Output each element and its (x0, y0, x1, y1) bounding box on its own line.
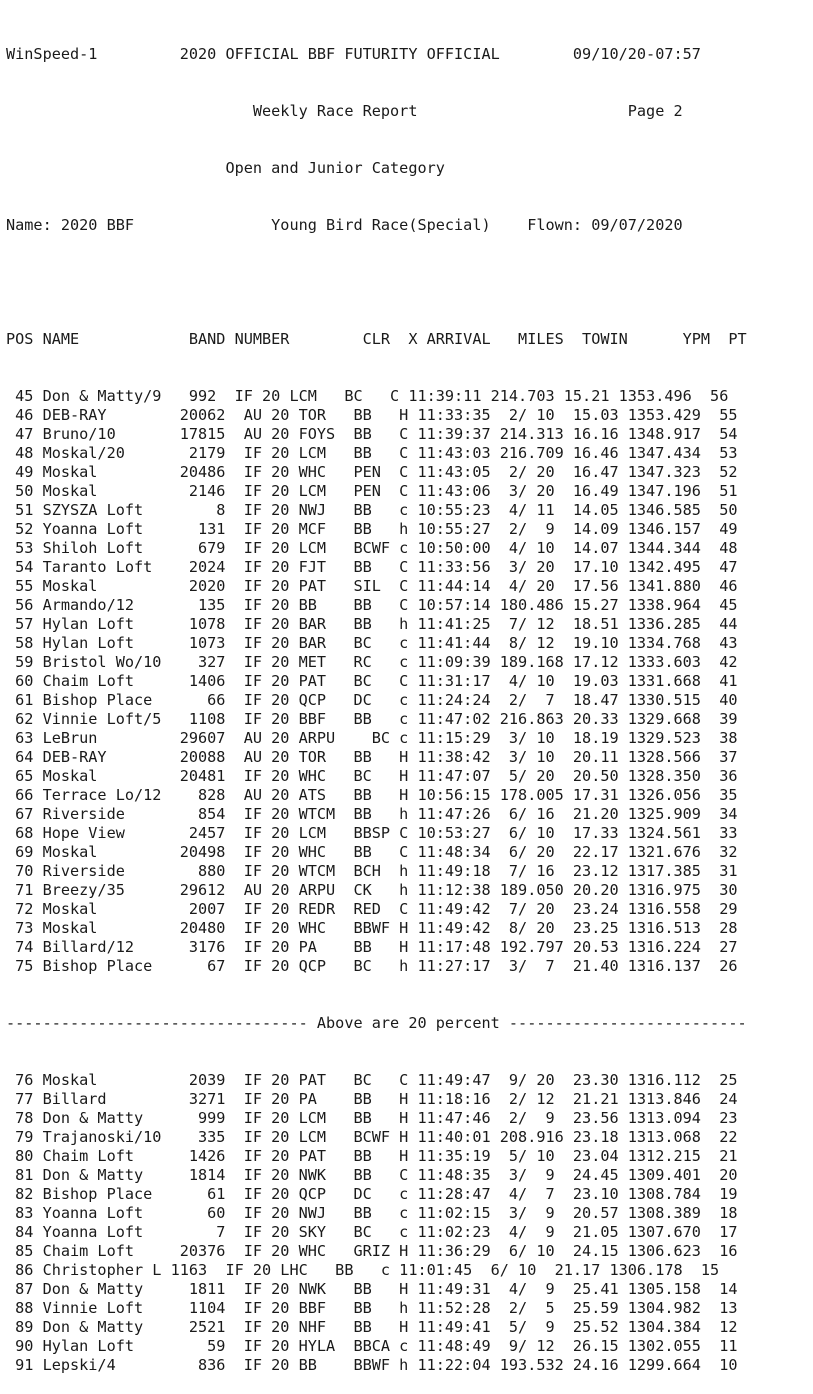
table-row: 49 Moskal 20486 IF 20 WHC PEN C 11:43:05 2/ 20 16.47 1347.323 52 (6, 463, 738, 481)
table-row: 79 Trajanoski/10 335 IF 20 LCM BCWF H 11:40:01 208.916 23.18 1313.068 22 (6, 1128, 738, 1146)
table-row: 59 Bristol Wo/10 327 IF 20 MET RC c 11:09:39 189.168 17.12 1333.603 42 (6, 653, 738, 671)
table-row: 82 Bishop Place 61 IF 20 QCP DC c 11:28:47 4/ 7 23.10 1308.784 19 (6, 1185, 738, 1203)
report-header-line-2: Weekly Race Report Page 2 (6, 102, 683, 120)
table-row: 75 Bishop Place 67 IF 20 QCP BC h 11:27:17 3/ 7 21.40 1316.137 26 (6, 957, 738, 975)
table-row: 72 Moskal 2007 IF 20 REDR RED C 11:49:42 7/ 20 23.24 1316.558 29 (6, 900, 738, 918)
table-row: 84 Yoanna Loft 7 IF 20 SKY BC c 11:02:23 4/ 9 21.05 1307.670 17 (6, 1223, 738, 1241)
table-row: 66 Terrace Lo/12 828 AU 20 ATS BB H 10:56:15 178.005 17.31 1326.056 35 (6, 786, 738, 804)
report-header-line-4: Name: 2020 BBF Young Bird Race(Special) Flown: 09/07/2020 (6, 216, 683, 234)
table-row: 56 Armando/12 135 IF 20 BB BB C 10:57:14 180.486 15.27 1338.964 45 (6, 596, 738, 614)
table-row: 70 Riverside 880 IF 20 WTCM BCH h 11:49:18 7/ 16 23.12 1317.385 31 (6, 862, 738, 880)
table-row: 47 Bruno/10 17815 AU 20 FOYS BB C 11:39:37 214.313 16.16 1348.917 54 (6, 425, 738, 443)
table-row: 54 Taranto Loft 2024 IF 20 FJT BB C 11:33:56 3/ 20 17.10 1342.495 47 (6, 558, 738, 576)
table-row: 64 DEB-RAY 20088 AU 20 TOR BB H 11:38:42 3/ 10 20.11 1328.566 37 (6, 748, 738, 766)
table-row: 90 Hylan Loft 59 IF 20 HYLA BBCA c 11:48:49 9/ 12 26.15 1302.055 11 (6, 1337, 738, 1355)
table-row: 88 Vinnie Loft 1104 IF 20 BBF BB h 11:52:28 2/ 5 25.59 1304.982 13 (6, 1299, 738, 1317)
table-row: 78 Don & Matty 999 IF 20 LCM BB H 11:47:46 2/ 9 23.56 1313.094 23 (6, 1109, 738, 1127)
table-row: 55 Moskal 2020 IF 20 PAT SIL C 11:44:14 4/ 20 17.56 1341.880 46 (6, 577, 738, 595)
table-row: 58 Hylan Loft 1073 IF 20 BAR BC c 11:41:44 8/ 12 19.10 1334.768 43 (6, 634, 738, 652)
table-row: 85 Chaim Loft 20376 IF 20 WHC GRIZ H 11:36:29 6/ 10 24.15 1306.623 16 (6, 1242, 738, 1260)
table-row: 89 Don & Matty 2521 IF 20 NHF BB H 11:49:41 5/ 9 25.52 1304.384 12 (6, 1318, 738, 1336)
column-header: POS NAME BAND NUMBER CLR X ARRIVAL MILES TOWIN YPM PT (6, 330, 747, 348)
table-row: 53 Shiloh Loft 679 IF 20 LCM BCWF c 10:50:00 4/ 10 14.07 1344.344 48 (6, 539, 738, 557)
table-row: 45 Don & Matty/9 992 IF 20 LCM BC C 11:39:11 214.703 15.21 1353.496 56 (6, 387, 729, 405)
table-row: 87 Don & Matty 1811 IF 20 NWK BB H 11:49:31 4/ 9 25.41 1305.158 14 (6, 1280, 738, 1298)
table-row: 91 Lepski/4 836 IF 20 BB BBWF h 11:22:04 193.532 24.16 1299.664 10 (6, 1356, 738, 1374)
table-row: 46 DEB-RAY 20062 AU 20 TOR BB H 11:33:35 2/ 10 15.03 1353.429 55 (6, 406, 738, 424)
table-row: 68 Hope View 2457 IF 20 LCM BBSP C 10:53:27 6/ 10 17.33 1324.561 33 (6, 824, 738, 842)
table-row: 48 Moskal/20 2179 IF 20 LCM BB C 11:43:03 216.709 16.46 1347.434 53 (6, 444, 738, 462)
table-row: 52 Yoanna Loft 131 IF 20 MCF BB h 10:55:27 2/ 9 14.09 1346.157 49 (6, 520, 738, 538)
results-table-bottom (6, 1071, 813, 1375)
report-header-line-3: Open and Junior Category (6, 159, 445, 177)
table-row: 51 SZYSZA Loft 8 IF 20 NWJ BB c 10:55:23 4/ 11 14.05 1346.585 50 (6, 501, 738, 519)
table-row: 83 Yoanna Loft 60 IF 20 NWJ BB c 11:02:15 3/ 9 20.57 1308.389 18 (6, 1204, 738, 1222)
table-row: 65 Moskal 20481 IF 20 WHC BC H 11:47:07 5/ 20 20.50 1328.350 36 (6, 767, 738, 785)
table-row: 67 Riverside 854 IF 20 WTCM BB h 11:47:26 6/ 16 21.20 1325.909 34 (6, 805, 738, 823)
percent-separator: --------------------------------- Above are 20 percent -------------------------- (6, 1014, 747, 1032)
blank-line (6, 273, 813, 292)
table-row: 63 LeBrun 29607 AU 20 ARPU BC c 11:15:29 3/ 10 18.19 1329.523 38 (6, 729, 738, 747)
table-row: 50 Moskal 2146 IF 20 LCM PEN C 11:43:06 3/ 20 16.49 1347.196 51 (6, 482, 738, 500)
table-row: 73 Moskal 20480 IF 20 WHC BBWF H 11:49:42 8/ 20 23.25 1316.513 28 (6, 919, 738, 937)
table-row: 60 Chaim Loft 1406 IF 20 PAT BC C 11:31:17 4/ 10 19.03 1331.668 41 (6, 672, 738, 690)
table-row: 69 Moskal 20498 IF 20 WHC BB C 11:48:34 6/ 20 22.17 1321.676 32 (6, 843, 738, 861)
table-row: 71 Breezy/35 29612 AU 20 ARPU CK h 11:12:38 189.050 20.20 1316.975 30 (6, 881, 738, 899)
results-table-top (6, 387, 813, 976)
table-row: 77 Billard 3271 IF 20 PA BB H 11:18:16 2/ 12 21.21 1313.846 24 (6, 1090, 738, 1108)
table-row: 80 Chaim Loft 1426 IF 20 PAT BB H 11:35:19 5/ 10 23.04 1312.215 21 (6, 1147, 738, 1165)
table-row: 81 Don & Matty 1814 IF 20 NWK BB C 11:48:35 3/ 9 24.45 1309.401 20 (6, 1166, 738, 1184)
table-row: 57 Hylan Loft 1078 IF 20 BAR BB h 11:41:25 7/ 12 18.51 1336.285 44 (6, 615, 738, 633)
table-row: 61 Bishop Place 66 IF 20 QCP DC c 11:24:24 2/ 7 18.47 1330.515 40 (6, 691, 738, 709)
table-row: 62 Vinnie Loft/5 1108 IF 20 BBF BB c 11:47:02 216.863 20.33 1329.668 39 (6, 710, 738, 728)
table-row: 76 Moskal 2039 IF 20 PAT BC C 11:49:47 9/ 20 23.30 1316.112 25 (6, 1071, 738, 1089)
table-row: 86 Christopher L 1163 IF 20 LHC BB c 11:01:45 6/ 10 21.17 1306.178 15 (6, 1261, 720, 1279)
report-header-line-1: WinSpeed-1 2020 OFFICIAL BBF FUTURITY OFFICIAL 09/10/20-07:57 (6, 45, 701, 63)
table-row: 74 Billard/12 3176 IF 20 PA BB H 11:17:48 192.797 20.53 1316.224 27 (6, 938, 738, 956)
